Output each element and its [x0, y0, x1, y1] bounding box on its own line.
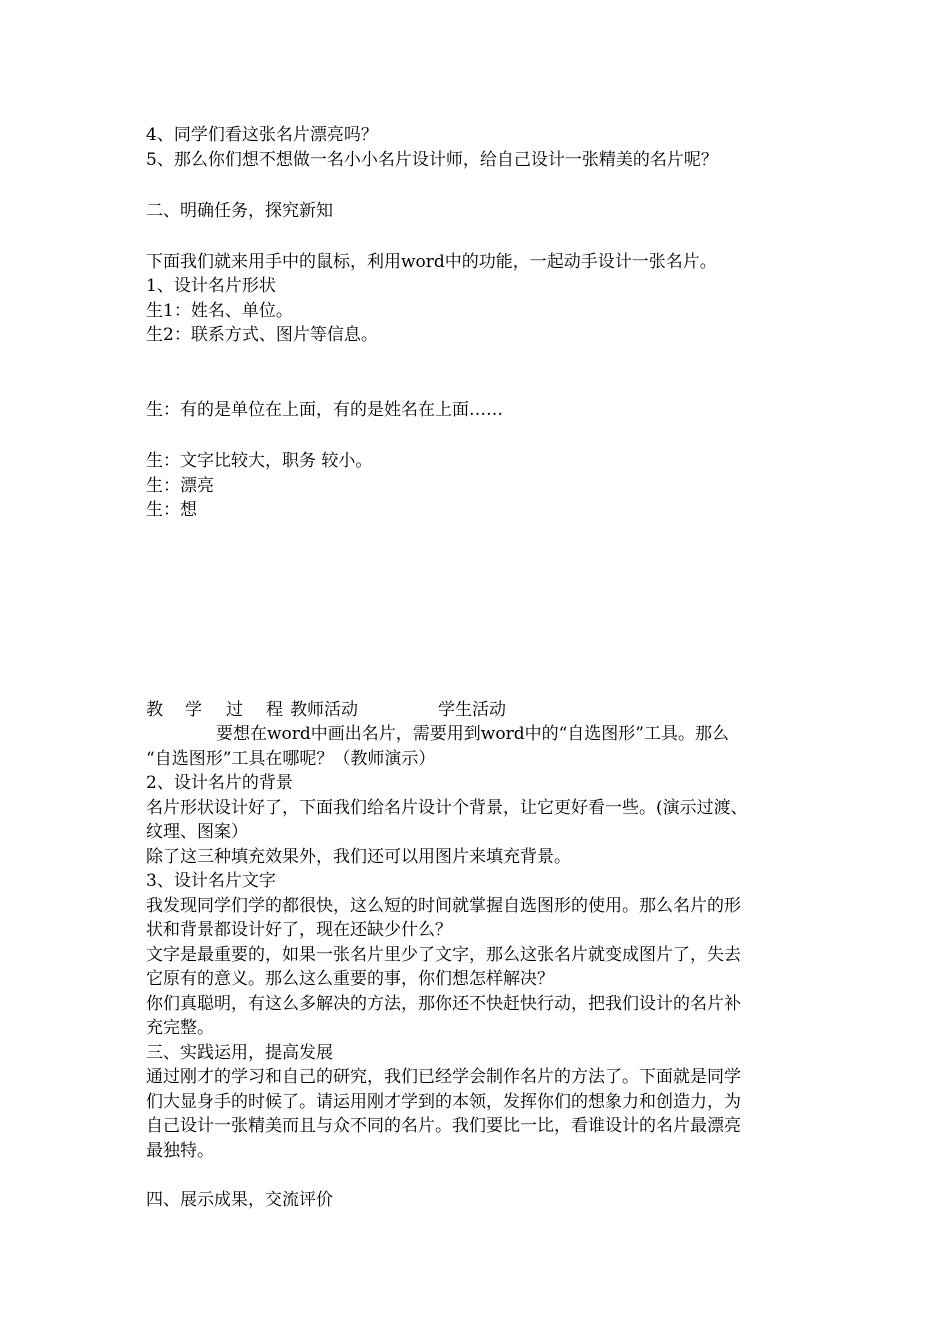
body-line: “自选图形”工具在哪呢？（教师演示） — [146, 749, 436, 769]
body-line: 状和背景都设计好了，现在还缺少什么？ — [146, 920, 452, 940]
section-heading-2: 二、明确任务，探究新知 — [146, 201, 333, 221]
table-header-char-4: 程 — [266, 700, 283, 720]
table-header-student: 学生活动 — [438, 700, 506, 720]
student-answer-4: 生：文字比较大，职务 较小。 — [146, 451, 373, 471]
subheading-shape: 1、设计名片形状 — [146, 276, 276, 296]
body-line: 除了这三种填充效果外，我们还可以用图片来填充背景。 — [146, 847, 571, 867]
subheading-text: 3、设计名片文字 — [146, 871, 276, 891]
table-header-char-3: 过 — [226, 700, 243, 720]
section-heading-3: 三、实践运用，提高发展 — [146, 1043, 333, 1063]
text-line-intro: 下面我们就来用手中的鼠标，利用word中的功能，一起动手设计一张名片。 — [146, 252, 717, 272]
body-line: 最独特。 — [146, 1141, 214, 1161]
body-line: 我发现同学们学的都很快，这么短的时间就掌握自选图形的使用。那么名片的形 — [146, 896, 741, 916]
student-answer-2: 生2：联系方式、图片等信息。 — [146, 325, 378, 345]
student-answer-5: 生：漂亮 — [146, 476, 214, 496]
subheading-background: 2、设计名片的背景 — [146, 773, 293, 793]
body-line: 们大显身手的时候了。请运用刚才学到的本领，发挥你们的想象力和创造力，为 — [146, 1092, 741, 1112]
text-line-q4: 4、同学们看这张名片漂亮吗？ — [146, 125, 378, 145]
student-answer-3: 生：有的是单位在上面，有的是姓名在上面…… — [146, 400, 503, 420]
body-line: 文字是最重要的，如果一张名片里少了文字，那么这张名片就变成图片了，失去 — [146, 945, 741, 965]
body-line: 它原有的意义。那么这么重要的事，你们想怎样解决？ — [146, 969, 554, 989]
body-line: 名片形状设计好了，下面我们给名片设计个背景，让它更好看一些。(演示过渡、 — [146, 798, 748, 818]
body-line: 充完整。 — [146, 1018, 214, 1038]
text-line-q5: 5、那么你们想不想做一名小小名片设计师，给自己设计一张精美的名片呢？ — [146, 150, 718, 170]
table-header-teacher: 教师活动 — [290, 700, 358, 720]
student-answer-6: 生：想 — [146, 500, 197, 520]
body-line: 纹理、图案） — [146, 822, 248, 842]
student-answer-1: 生1：姓名、单位。 — [146, 301, 293, 321]
table-header-char-2: 学 — [185, 700, 202, 720]
table-header — [146, 698, 811, 722]
table-header-char-1: 教 — [146, 700, 163, 720]
body-line: 自己设计一张精美而且与众不同的名片。我们要比一比，看谁设计的名片最漂亮 — [146, 1116, 741, 1136]
body-line: 要想在word中画出名片，需要用到word中的“自选图形”工具。那么 — [216, 724, 729, 744]
body-line: 你们真聪明，有这么多解决的方法，那你还不快赶快行动，把我们设计的名片补 — [146, 994, 741, 1014]
section-heading-4: 四、展示成果，交流评价 — [146, 1190, 333, 1210]
body-line: 通过刚才的学习和自己的研究，我们已经学会制作名片的方法了。下面就是同学 — [146, 1067, 741, 1087]
